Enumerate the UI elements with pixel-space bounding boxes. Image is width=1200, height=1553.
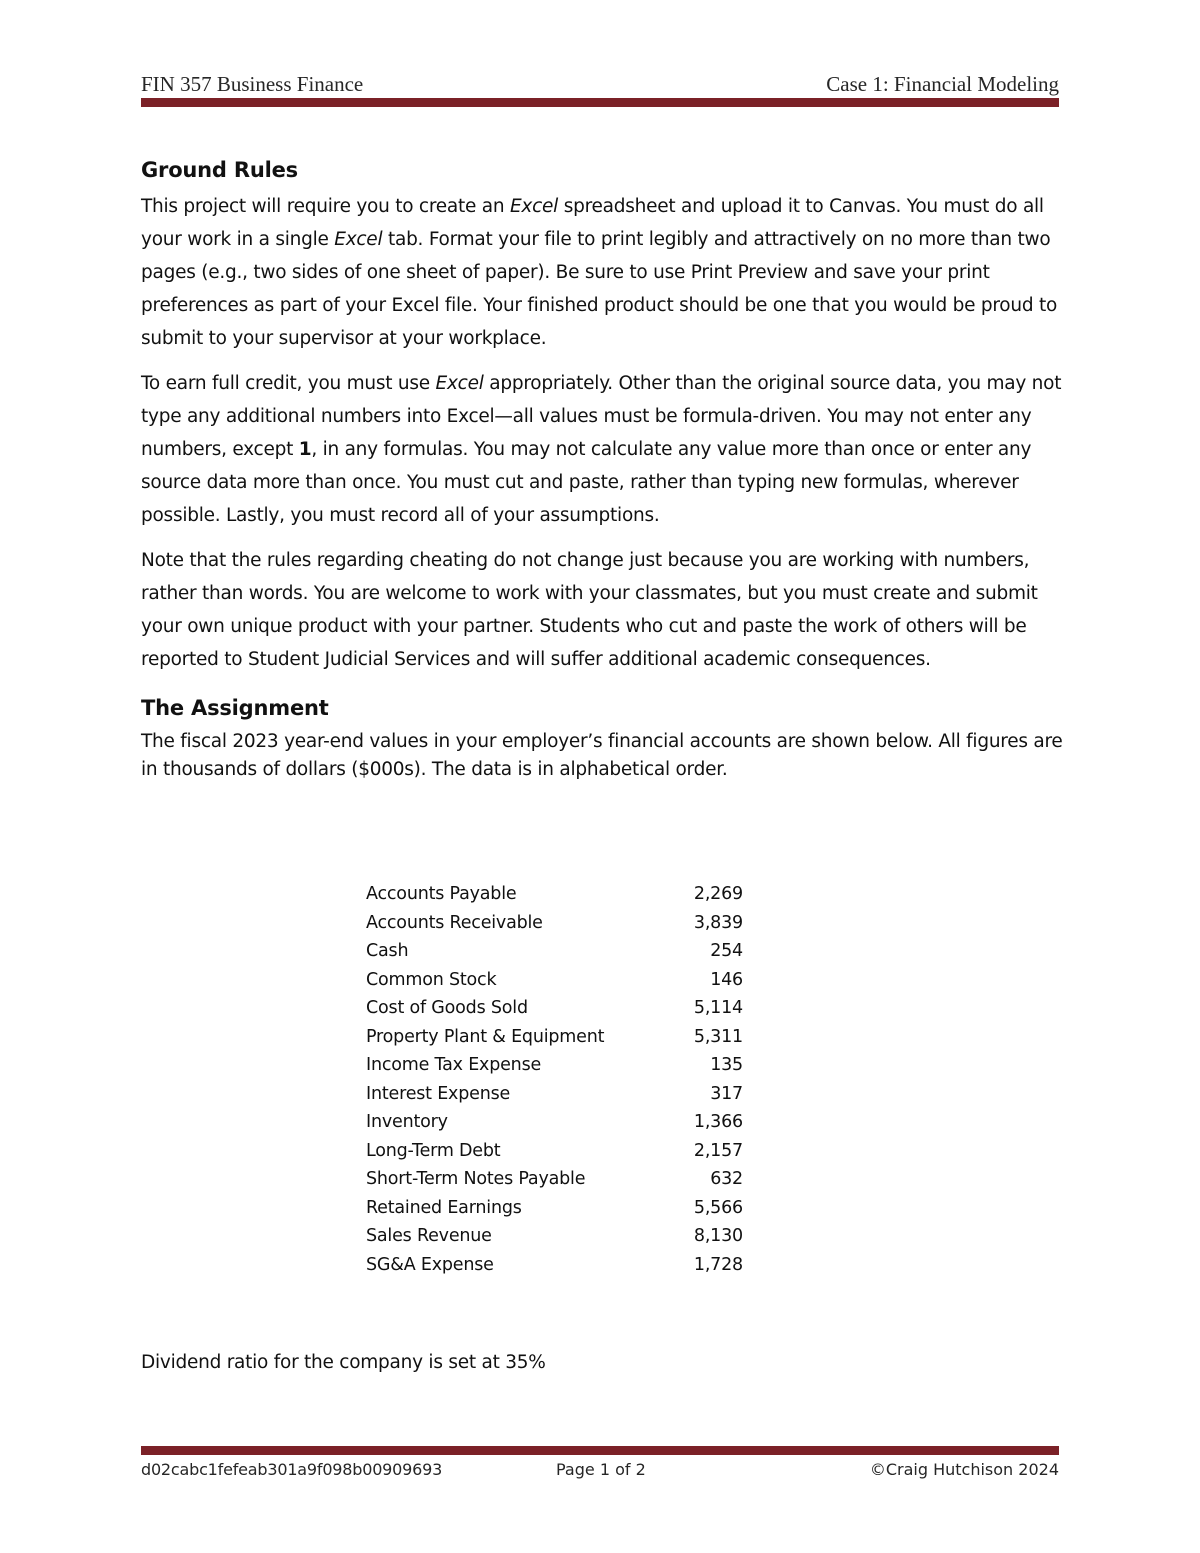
account-value: 1,366 xyxy=(693,1112,743,1133)
header-case: Case 1: Financial Modeling xyxy=(826,72,1059,96)
account-name: Income Tax Expense xyxy=(366,1055,542,1076)
assignment-intro: The fiscal 2023 year-end values in your employer’s financial accounts are shown below. All figures are in thousands of dollars ($000s). The data is in alphabetical order. xyxy=(141,731,1063,780)
account-value: 3,839 xyxy=(693,912,743,933)
ground-rules-paragraph-1: This project will require you to create an Excel spreadsheet and upload it to Canvas. You must do all your work in a single Excel tab. Format your file to print legibly and attractively on no more than two pages (e.g., two sides of one sheet of paper). Be sure to use Print Preview and save your print preferences as part of your Excel file. Your finished product should be one that you would be proud to submit to your supervisor at your workplace. xyxy=(141,196,1058,349)
ground-rules-paragraph-2: To earn full credit, you must use Excel appropriately. Other than the original source data, you may not type any additional numbers into Excel—all values must be formula-driven. You may not enter any numbers, except 1, in any formulas. You may not calculate any value more than once or enter any source data more than once. You must cut and paste, rather than typing new formulas, wherever possible. Lastly, you must record all of your assumptions. xyxy=(141,373,1062,526)
account-name: Property Plant & Equipment xyxy=(366,1026,605,1047)
account-row xyxy=(366,880,743,909)
account-row xyxy=(366,1080,743,1109)
account-value: 317 xyxy=(710,1083,743,1104)
account-name: Accounts Payable xyxy=(366,884,517,905)
account-row xyxy=(366,937,743,966)
account-name: SG&A Expense xyxy=(366,1254,494,1275)
account-name: Inventory xyxy=(366,1112,448,1133)
account-name: Retained Earnings xyxy=(366,1197,522,1218)
header-rule xyxy=(141,98,1059,107)
accounts-table xyxy=(366,880,743,1279)
account-name: Sales Revenue xyxy=(366,1226,492,1247)
ground-rules-heading: Ground Rules xyxy=(141,158,298,182)
header-course: FIN 357 Business Finance xyxy=(141,72,364,96)
account-value: 146 xyxy=(710,969,743,990)
account-name: Accounts Receivable xyxy=(366,912,543,933)
account-row xyxy=(366,994,743,1023)
account-row xyxy=(366,1194,743,1223)
account-row xyxy=(366,1251,743,1280)
account-value: 254 xyxy=(710,941,743,962)
account-name: Interest Expense xyxy=(366,1083,511,1104)
account-value: 2,269 xyxy=(693,884,743,905)
account-name: Cost of Goods Sold xyxy=(366,998,528,1019)
ground-rules-paragraph-3: Note that the rules regarding cheating do not change just because you are working with numbers, rather than words. You are welcome to work with your classmates, but you must create and submit your own unique product with your partner. Students who cut and paste the work of others will be reported to Student Judicial Services and will suffer additional academic consequences. xyxy=(141,550,1038,670)
account-value: 5,566 xyxy=(693,1197,743,1218)
account-row xyxy=(366,909,743,938)
account-row xyxy=(366,1137,743,1166)
account-row xyxy=(366,1023,743,1052)
account-row xyxy=(366,1051,743,1080)
account-value: 135 xyxy=(710,1055,743,1076)
footer-document-id: d02cabc1fefeab301a9f098b00909693 xyxy=(141,1460,443,1479)
account-name: Cash xyxy=(366,941,409,962)
account-name: Long-Term Debt xyxy=(366,1140,501,1161)
account-value: 5,114 xyxy=(693,998,743,1019)
footer-page-number: Page 1 of 2 xyxy=(556,1460,646,1479)
footer-copyright: ©Craig Hutchison 2024 xyxy=(869,1460,1059,1479)
account-name: Common Stock xyxy=(366,969,497,990)
account-value: 1,728 xyxy=(693,1254,743,1275)
account-value: 2,157 xyxy=(693,1140,743,1161)
account-row xyxy=(366,1222,743,1251)
account-row xyxy=(366,1165,743,1194)
account-row xyxy=(366,966,743,995)
account-value: 632 xyxy=(710,1169,743,1190)
document-body xyxy=(141,150,1081,796)
account-value: 5,311 xyxy=(693,1026,743,1047)
account-value: 8,130 xyxy=(693,1226,743,1247)
account-name: Short-Term Notes Payable xyxy=(366,1169,586,1190)
account-row xyxy=(366,1108,743,1137)
assignment-heading: The Assignment xyxy=(141,696,329,720)
dividend-ratio: Dividend ratio for the company is set at 35% xyxy=(141,1352,546,1373)
footer-rule xyxy=(141,1446,1059,1455)
